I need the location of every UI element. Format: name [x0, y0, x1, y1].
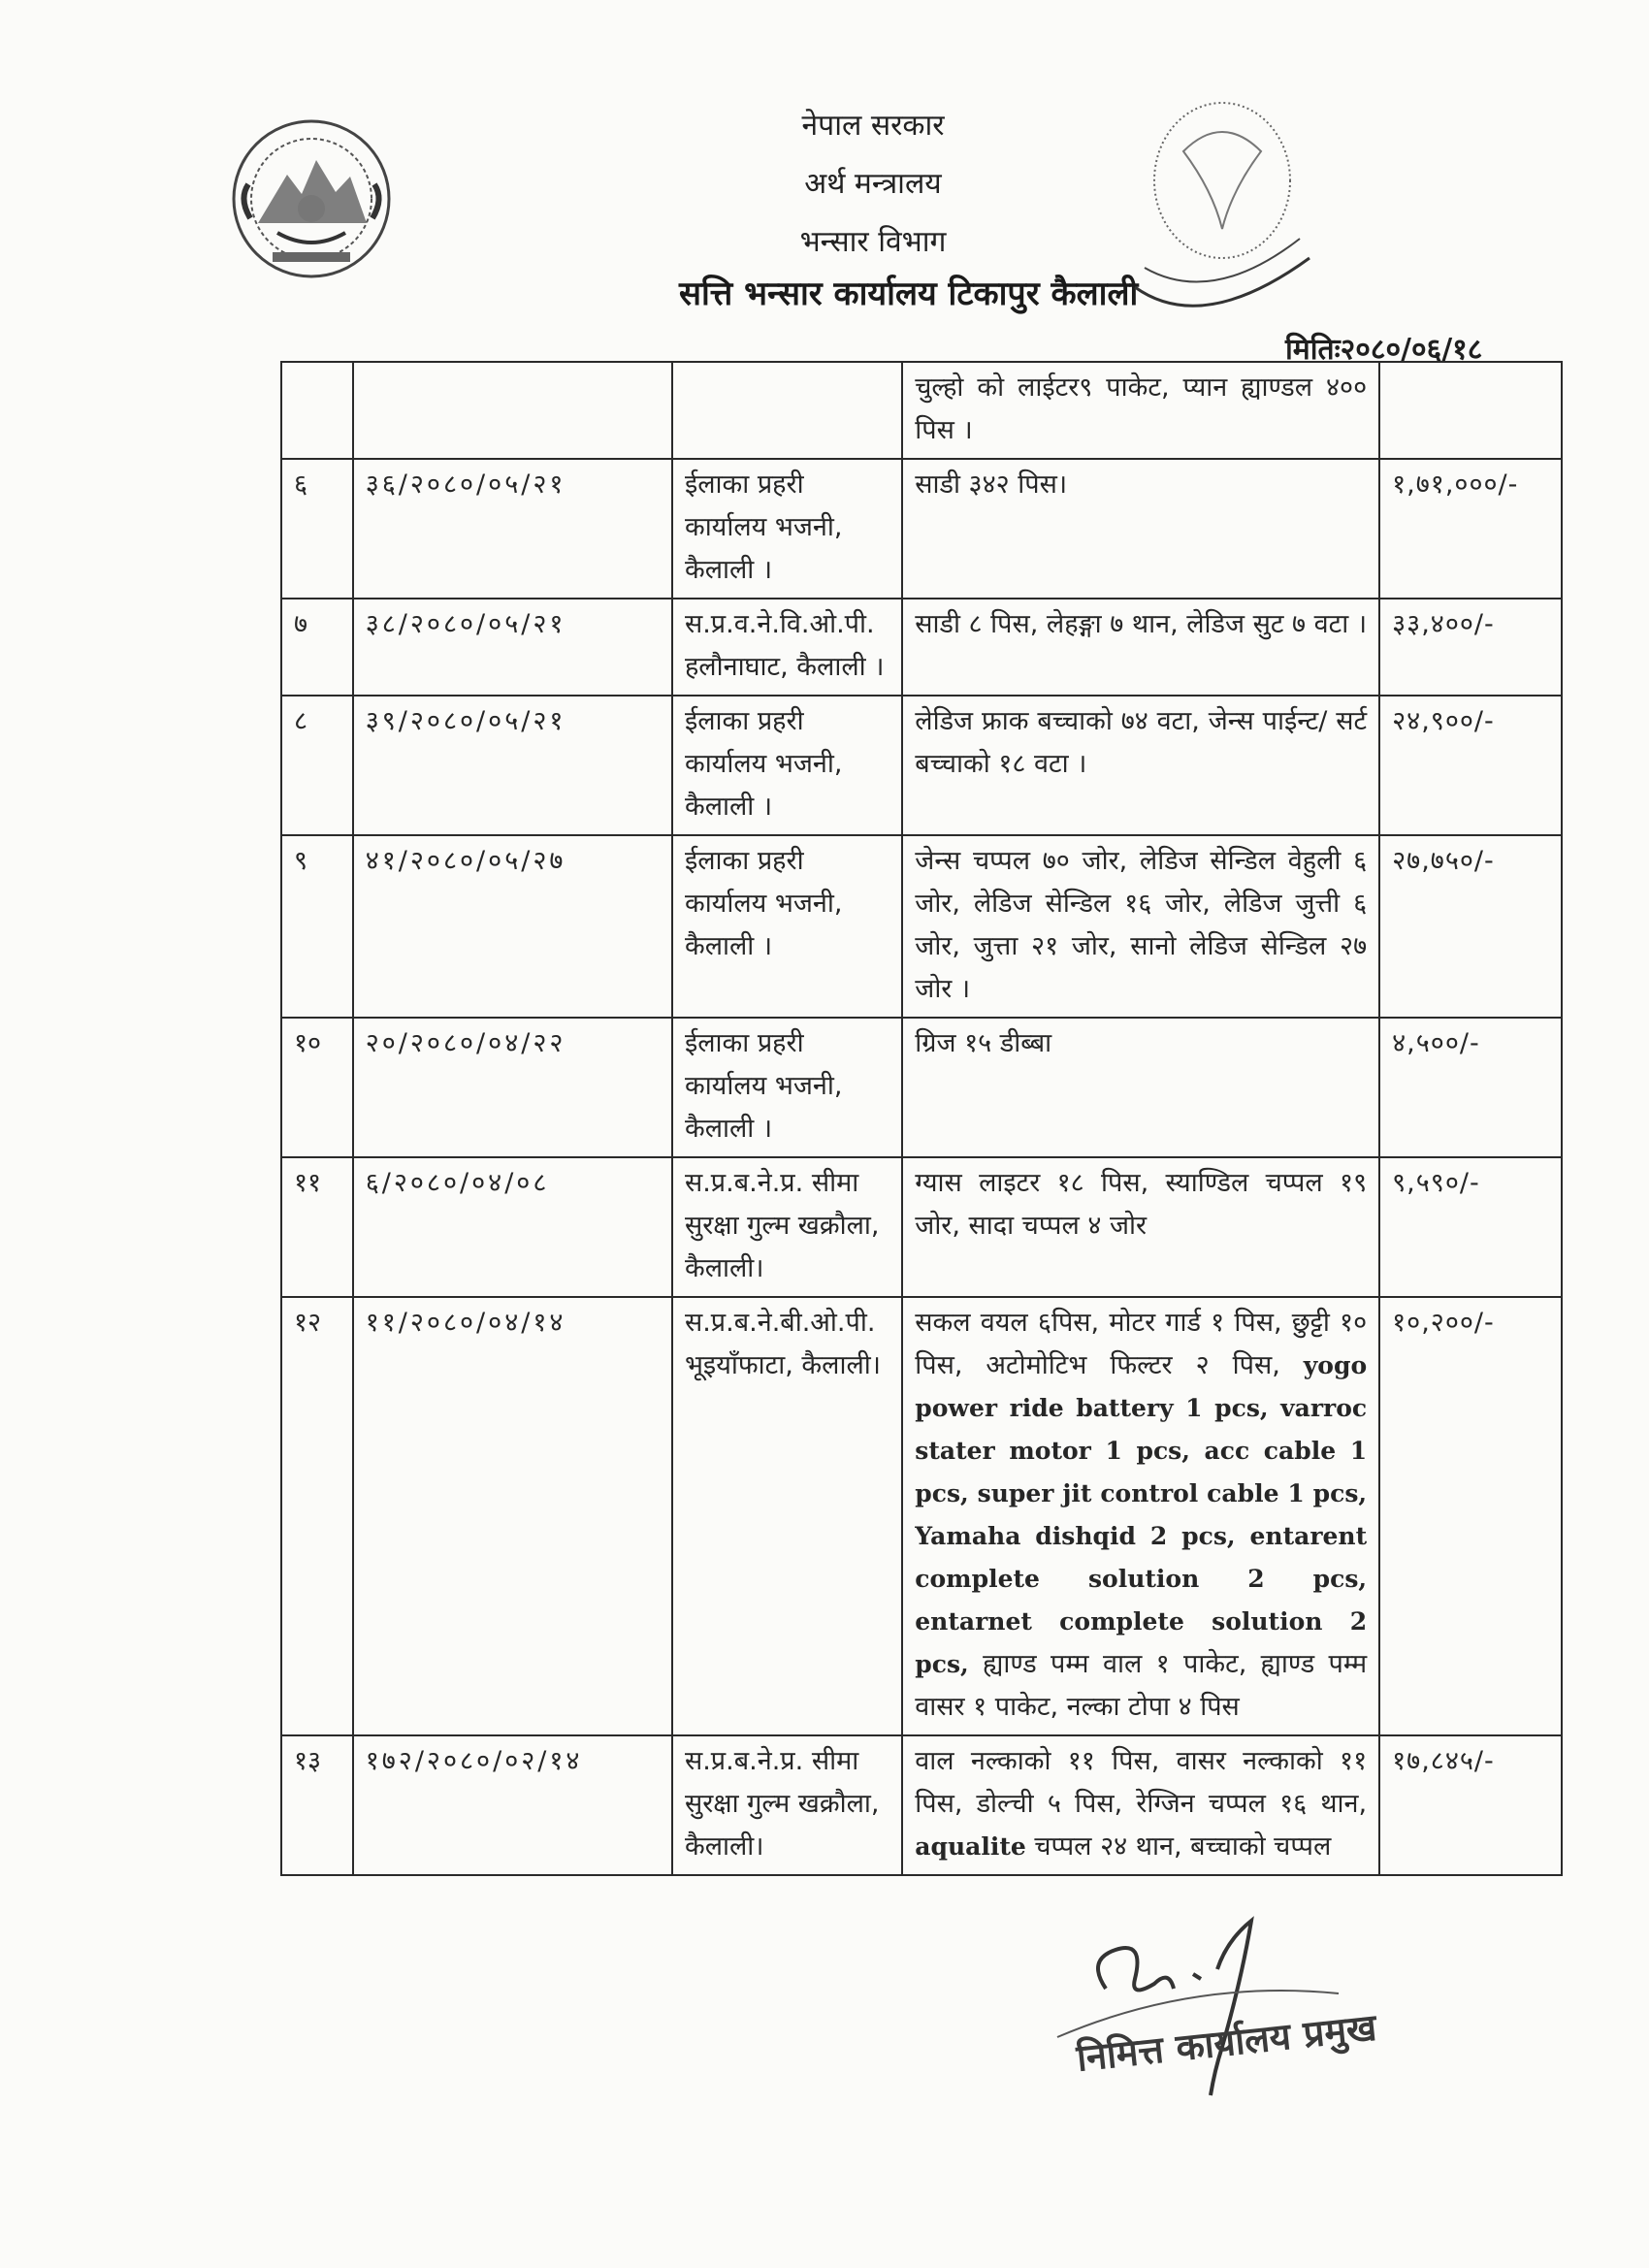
- government-name: नेपाल सरकार: [801, 109, 945, 143]
- date-label: मितिः: [1285, 333, 1341, 367]
- items-text: चप्पल २४ थान, बच्चाको चप्पल: [1025, 1831, 1332, 1862]
- amount-cell: ९,५९०/-: [1379, 1157, 1562, 1297]
- reference-number-cell: [353, 362, 672, 459]
- table-row: [281, 459, 1562, 599]
- seized-items-cell: [902, 1735, 1379, 1875]
- serial-number-cell: ८: [281, 696, 353, 835]
- seized-items-cell: [902, 1297, 1379, 1735]
- table-row: [281, 1018, 1562, 1157]
- serial-number-cell: [281, 362, 353, 459]
- seized-items-cell: चुल्हो को लाईटर९ पाकेट, प्यान ह्याण्डल ४०० पिस ।: [902, 362, 1379, 459]
- department-name: भन्सार विभाग: [799, 225, 947, 259]
- office-title: सत्ति भन्सार कार्यालय टिकापुर कैलाली: [679, 275, 1139, 313]
- serial-number-cell: १०: [281, 1018, 353, 1157]
- amount-cell: १७,८४५/-: [1379, 1735, 1562, 1875]
- office-stamp-icon: [1116, 93, 1329, 326]
- serial-number-cell: १२: [281, 1297, 353, 1735]
- seizing-office-cell: स.प्र.ब.ने.प्र. सीमा सुरक्षा गुल्म खक्रौला, कैलाली।: [672, 1157, 902, 1297]
- ministry-name: अर्थ मन्त्रालय: [804, 167, 942, 201]
- seized-items-cell: ग्यास लाइटर १८ पिस, स्याण्डिल चप्पल १९ जोर, सादा चप्पल ४ जोर: [902, 1157, 1379, 1297]
- items-text-english: yogo power ride battery 1 pcs, varroc stater motor 1 pcs, acc cable 1 pcs, super jit control cable 1 pcs, Yamaha dishqid 2 pcs, entarent complete solution 2 pcs, entarnet complete solution 2 pcs,: [915, 1351, 1368, 1678]
- table-row: [281, 362, 1562, 459]
- reference-number-cell: ११/२०८०/०४/१४: [353, 1297, 672, 1735]
- items-text: वाल नल्काको ११ पिस, वासर नल्काको ११ पिस, डोल्ची ५ पिस, रेग्जिन चप्पल १६ थान,: [915, 1746, 1368, 1819]
- serial-number-cell: १३: [281, 1735, 353, 1875]
- table-row: [281, 835, 1562, 1018]
- items-text-english: aqualite: [915, 1832, 1026, 1861]
- date-value: २०८०/०६/१८: [1340, 333, 1483, 367]
- seizing-office-cell: ईलाका प्रहरी कार्यालय भजनी, कैलाली ।: [672, 696, 902, 835]
- seizing-office-cell: स.प्र.व.ने.वि.ओ.पी. हलौनाघाट, कैलाली ।: [672, 599, 902, 696]
- table-row: [281, 1297, 1562, 1735]
- seizing-office-cell: स.प्र.ब.ने.बी.ओ.पी. भूइयाँफाटा, कैलाली।: [672, 1297, 902, 1735]
- amount-cell: २४,९००/-: [1379, 696, 1562, 835]
- reference-number-cell: ४१/२०८०/०५/२७: [353, 835, 672, 1018]
- seizing-office-cell: ईलाका प्रहरी कार्यालय भजनी, कैलाली ।: [672, 1018, 902, 1157]
- serial-number-cell: ७: [281, 599, 353, 696]
- header: [621, 97, 1125, 272]
- reference-number-cell: २०/२०८०/०४/२२: [353, 1018, 672, 1157]
- reference-number-cell: ३६/२०८०/०५/२१: [353, 459, 672, 599]
- table-row: [281, 1735, 1562, 1875]
- amount-cell: [1379, 362, 1562, 459]
- serial-number-cell: ६: [281, 459, 353, 599]
- seizure-table: [280, 361, 1563, 1876]
- table-row: [281, 1157, 1562, 1297]
- amount-cell: ३३,४००/-: [1379, 599, 1562, 696]
- serial-number-cell: ९: [281, 835, 353, 1018]
- nepal-emblem-icon: [229, 116, 394, 281]
- amount-cell: ४,५००/-: [1379, 1018, 1562, 1157]
- items-text: ह्याण्ड पम्म वाल १ पाकेट, ह्याण्ड पम्म वासर १ पाकेट, नल्का टोपा ४ पिस: [915, 1649, 1368, 1722]
- reference-number-cell: ३८/२०८०/०५/२१: [353, 599, 672, 696]
- table-row: [281, 696, 1562, 835]
- seized-items-cell: ग्रिज १५ डीब्बा: [902, 1018, 1379, 1157]
- seizing-office-cell: ईलाका प्रहरी कार्यालय भजनी, कैलाली ।: [672, 835, 902, 1018]
- seized-items-cell: लेडिज फ्राक बच्चाको ७४ वटा, जेन्स पाईन्ट/ सर्ट बच्चाको १८ वटा ।: [902, 696, 1379, 835]
- table-row: [281, 599, 1562, 696]
- amount-cell: २७,७५०/-: [1379, 835, 1562, 1018]
- seized-items-cell: साडी ८ पिस, लेहङ्गा ७ थान, लेडिज सुट ७ वटा ।: [902, 599, 1379, 696]
- seized-items-cell: साडी ३४२ पिस।: [902, 459, 1379, 599]
- reference-number-cell: ३९/२०८०/०५/२१: [353, 696, 672, 835]
- amount-cell: १०,२००/-: [1379, 1297, 1562, 1735]
- seizing-office-cell: स.प्र.ब.ने.प्र. सीमा सुरक्षा गुल्म खक्रौला, कैलाली।: [672, 1735, 902, 1875]
- seizing-office-cell: [672, 362, 902, 459]
- seizing-office-cell: ईलाका प्रहरी कार्यालय भजनी, कैलाली ।: [672, 459, 902, 599]
- seized-items-cell: जेन्स चप्पल ७० जोर, लेडिज सेन्डिल वेहुली ६ जोर, लेडिज सेन्डिल १६ जोर, लेडिज जुत्ती ६ जोर, जुत्ता २१ जोर, सानो लेडिज सेन्डिल २७ जोर ।: [902, 835, 1379, 1018]
- signatory-title: निमित्त कार्यालय प्रमुख: [1074, 2005, 1379, 2080]
- items-text: सकल वयल ६पिस, मोटर गार्ड १ पिस, छुट्टी १० पिस, अटोमोटिभ फिल्टर २ पिस,: [915, 1308, 1368, 1380]
- reference-number-cell: १७२/२०८०/०२/१४: [353, 1735, 672, 1875]
- reference-number-cell: ६/२०८०/०४/०८: [353, 1157, 672, 1297]
- serial-number-cell: ११: [281, 1157, 353, 1297]
- amount-cell: १,७१,०००/-: [1379, 459, 1562, 599]
